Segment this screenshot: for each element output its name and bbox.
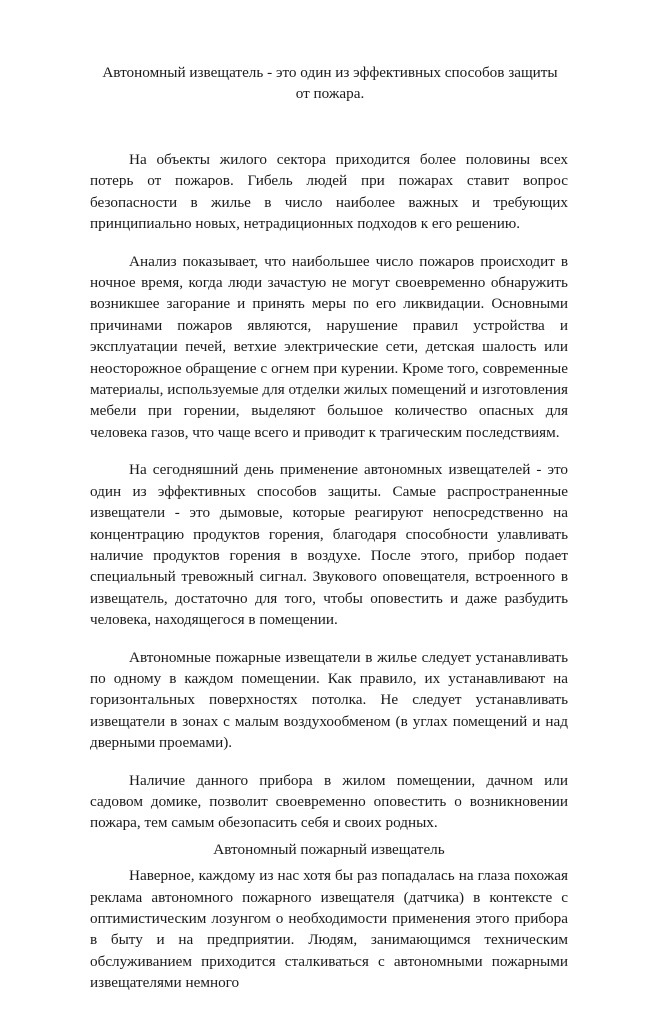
- document-title: Автономный извещатель - это один из эффективных способов защиты от пожара.: [102, 64, 558, 103]
- paragraph-4: Автономные пожарные извещатели в жилье следует устанавливать по одному в каждом помещении. Как правило, их устанавливают на горизонтальных поверхностях потолка. Не следует устанавливать извещатели в зонах с малым воздухообменом (в углах помещений и над дверными проемами).: [90, 648, 568, 752]
- paragraph-6: Наверное, каждому из нас хотя бы раз попадалась на глаза похожая реклама автономного пожарного извещателя (датчика) в контексте с оптимистическим лозунгом о необходимости применения этого прибора в быту и на предприятии. Людям, занимающимся техническим обслуживанием приходится сталкиваться с автономными пожарными извещателями немного: [90, 867, 568, 992]
- paragraph-2: Анализ показывает, что наибольшее число пожаров происходит в ночное время, когда люди зачастую не могут своевременно обнаружить возникшее загорание и принять меры по его ликвидации. Основными причинами пожаров являются, нарушение правил устройства и эксплуатации печей, ветхие электрические сети, детская шалость или неосторожное обращение с огнем при курении. Кроме того, современные материалы, используемые для отделки жилых помещений и изготовления мебели при горении, выделяют большое количество опасных для человека газов, что чаще всего и приводит к трагическим последствиям.: [90, 252, 568, 441]
- paragraph-5: Наличие данного прибора в жилом помещении, дачном или садовом домике, позволит своевременно оповестить о возникновении пожара, тем самым обезопасить себя и своих родных.: [90, 771, 568, 832]
- document-body: [90, 149, 568, 1010]
- paragraph-3: На сегодняшний день применение автономных извещателей - это один из эффективных способов защиты. Самые распространенные извещатели - это дымовые, которые реагируют непосредственно на концентрацию продуктов горения, благодаря способности улавливать наличие продуктов горения в воздухе. После этого, прибор подает специальный тревожный сигнал. Звукового оповещателя, встроенного в извещатель, достаточно для того, чтобы оповестить и даже разбудить человека, находящегося в помещении.: [90, 461, 568, 629]
- paragraph-1: На объекты жилого сектора приходится более половины всех потерь от пожаров. Гибель людей при пожарах ставит вопрос безопасности в жилье в число наиболее важных и требующих принципиально новых, нетрадиционных подходов к его решению.: [90, 151, 568, 233]
- section-subheading: Автономный пожарный извещатель: [213, 840, 445, 858]
